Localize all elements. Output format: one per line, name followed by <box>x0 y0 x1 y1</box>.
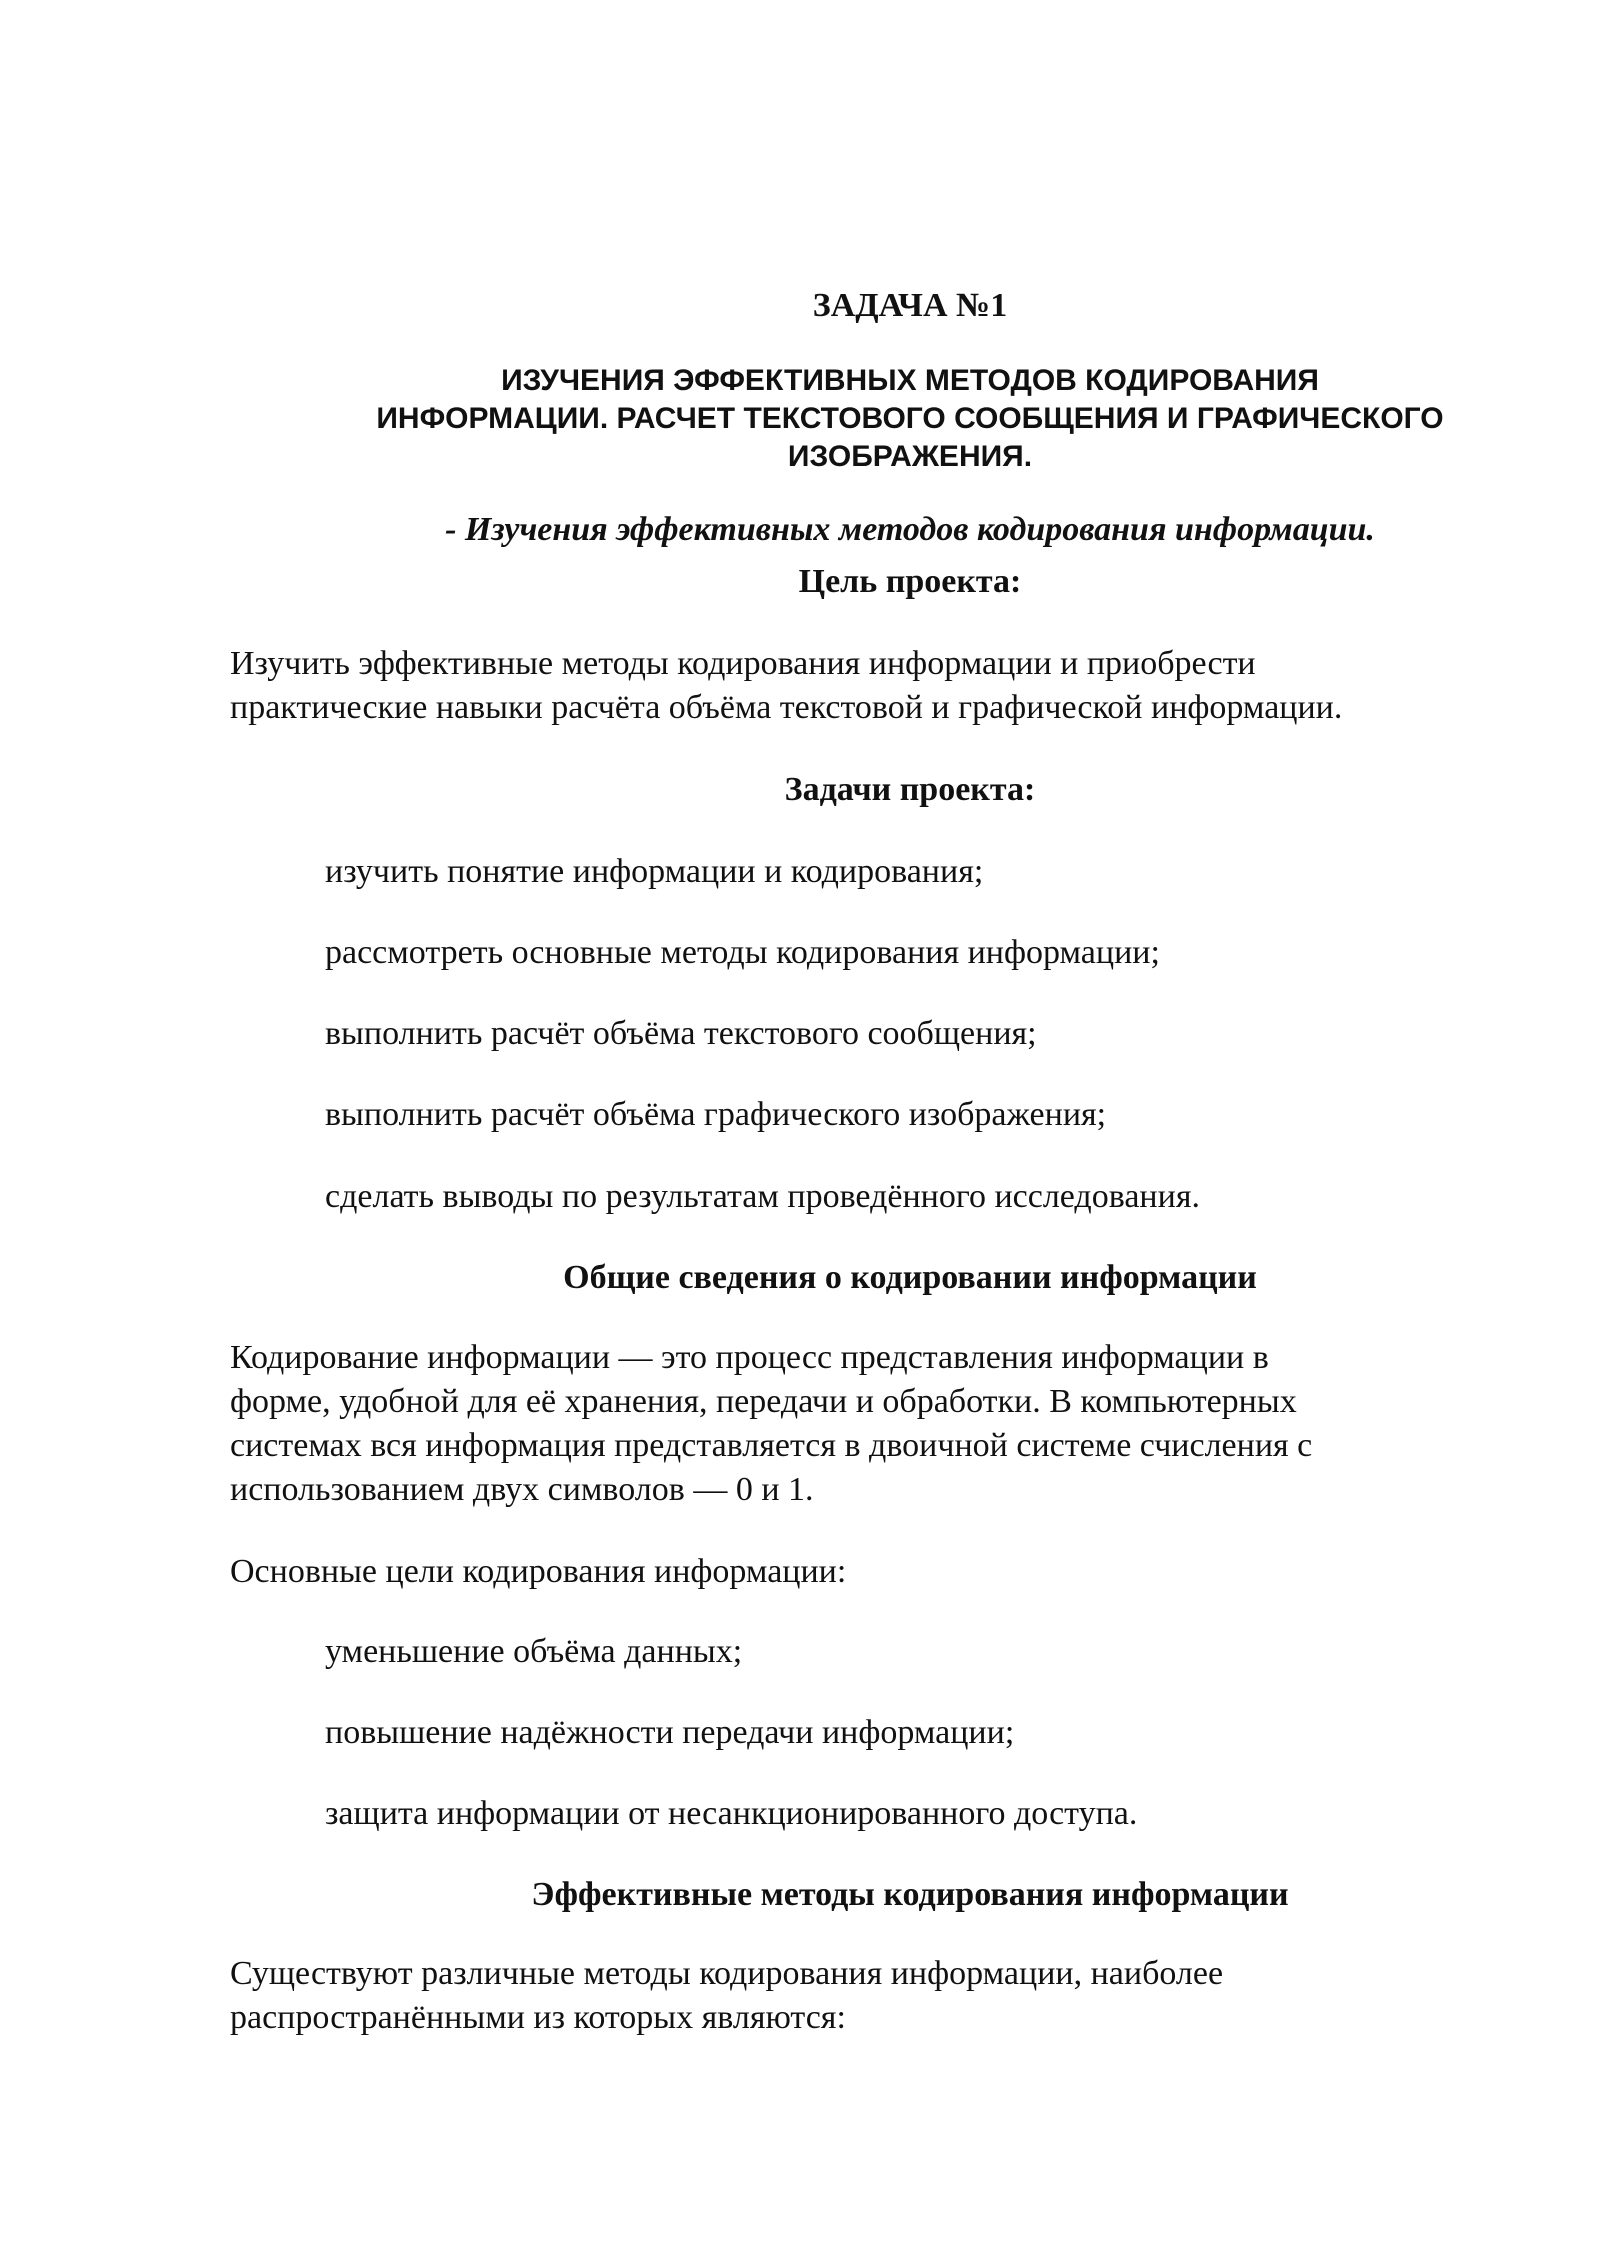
methods-paragraph-line: распространёнными из которых являются: <box>230 1999 846 2036</box>
coding-goal-item: повышение надёжности передачи информации; <box>325 1714 1015 1751</box>
general-paragraph-line: форме, удобной для её хранения, передачи и обработки. В компьютерных <box>230 1383 1297 1420</box>
coding-goal-item: защита информации от несанкционированного доступа. <box>325 1795 1138 1832</box>
italic-section-heading: - Изучения эффективных методов кодирования информации. <box>445 511 1375 548</box>
goal-heading: Цель проекта: <box>798 563 1022 600</box>
general-paragraph-line: использованием двух символов — 0 и 1. <box>230 1471 814 1508</box>
coding-goals-intro: Основные цели кодирования информации: <box>230 1553 847 1590</box>
methods-paragraph-line: Существуют различные методы кодирования информации, наиболее <box>230 1955 1224 1992</box>
task-list-item: рассмотреть основные методы кодирования информации; <box>325 934 1160 971</box>
task-title: ЗАДАЧА №1 <box>812 287 1008 324</box>
coding-goal-item: уменьшение объёма данных; <box>325 1633 743 1670</box>
goal-paragraph-line: Изучить эффективные методы кодирования информации и приобрести <box>230 645 1256 682</box>
general-info-heading: Общие сведения о кодировании информации <box>563 1259 1257 1296</box>
subtitle-line: ИЗОБРАЖЕНИЯ. <box>787 440 1033 473</box>
subtitle-line: ИНФОРМАЦИИ. РАСЧЕТ ТЕКСТОВОГО СООБЩЕНИЯ И ГРАФИЧЕСКОГО <box>376 402 1444 435</box>
general-paragraph-line: системах вся информация представляется в двоичной системе счисления с <box>230 1427 1313 1464</box>
goal-paragraph-line: практические навыки расчёта объёма текстовой и графической информации. <box>230 689 1343 726</box>
task-list-item: изучить понятие информации и кодирования; <box>325 853 984 890</box>
document-subtitle <box>110 362 1600 476</box>
subtitle-line: ИЗУЧЕНИЯ ЭФФЕКТИВНЫХ МЕТОДОВ КОДИРОВАНИЯ <box>501 364 1319 397</box>
task-list-item: выполнить расчёт объёма текстового сообщения; <box>325 1015 1037 1052</box>
general-paragraph-line: Кодирование информации — это процесс представления информации в <box>230 1339 1269 1376</box>
methods-heading: Эффективные методы кодирования информации <box>531 1876 1289 1913</box>
task-list-item: сделать выводы по результатам проведённого исследования. <box>325 1178 1200 1215</box>
task-list-item: выполнить расчёт объёма графического изображения; <box>325 1096 1107 1133</box>
tasks-heading: Задачи проекта: <box>784 771 1036 808</box>
